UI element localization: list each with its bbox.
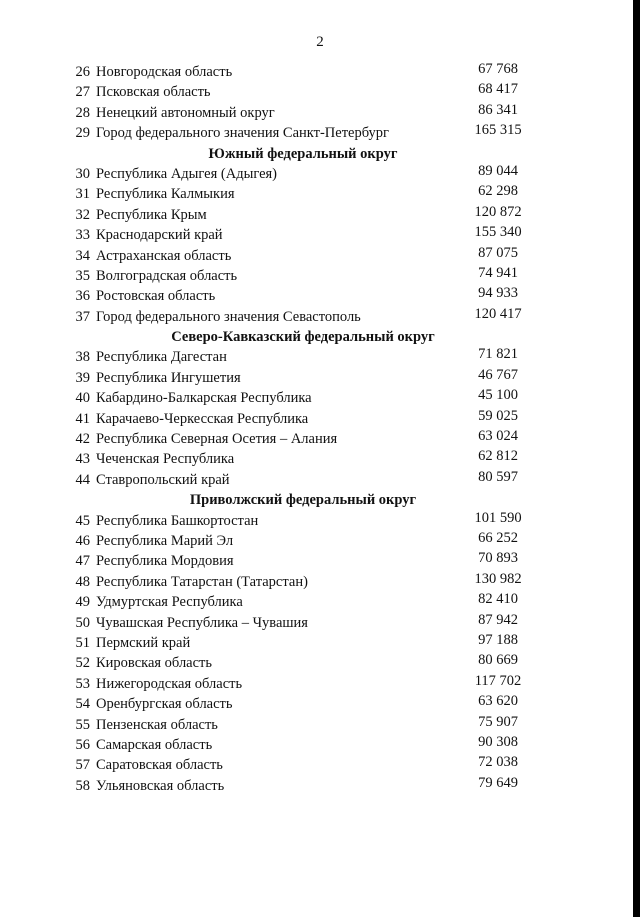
page-number: 2 xyxy=(316,34,324,50)
row-number: 28 xyxy=(75,104,90,121)
region-value: 70 893 xyxy=(478,550,518,567)
row-number: 56 xyxy=(75,736,90,753)
row-number: 40 xyxy=(75,390,90,407)
region-value: 87 075 xyxy=(478,244,518,261)
row-number: 48 xyxy=(75,573,90,590)
region-name: Новгородская область xyxy=(96,64,233,80)
region-value: 80 669 xyxy=(478,652,518,669)
region-value: 62 812 xyxy=(478,448,518,465)
region-value: 90 308 xyxy=(478,733,518,750)
table-row xyxy=(68,470,538,490)
region-name: Пермский край xyxy=(96,634,191,651)
row-number: 47 xyxy=(75,553,90,570)
region-name: Ставропольский край xyxy=(96,471,230,488)
row-number: 38 xyxy=(75,349,90,366)
region-value: 75 907 xyxy=(478,713,518,730)
region-name: Волгоградская область xyxy=(96,267,238,284)
row-number: 53 xyxy=(75,675,90,692)
region-value: 79 649 xyxy=(478,774,518,791)
region-value: 82 410 xyxy=(478,591,518,608)
region-value: 68 417 xyxy=(478,81,518,98)
row-number: 58 xyxy=(75,777,90,794)
region-name: Чеченская Республика xyxy=(96,451,235,468)
region-value: 59 025 xyxy=(478,407,518,424)
region-name: Республика Крым xyxy=(96,206,207,223)
row-number: 33 xyxy=(75,227,90,244)
row-number: 29 xyxy=(75,125,90,142)
region-name: Псковская область xyxy=(96,84,211,101)
region-name: Удмуртская Республика xyxy=(96,594,243,611)
row-number: 35 xyxy=(75,267,90,284)
region-name: Город федерального значения Севастополь xyxy=(96,308,361,325)
region-name: Республика Калмыкия xyxy=(96,186,235,203)
row-number: 31 xyxy=(75,186,90,203)
region-value: 120 417 xyxy=(474,305,522,322)
row-number: 49 xyxy=(75,594,90,611)
region-value: 80 597 xyxy=(478,468,518,485)
region-name: Астраханская область xyxy=(96,247,232,264)
region-value: 89 044 xyxy=(478,162,518,179)
region-value: 71 821 xyxy=(478,346,518,363)
region-name: Республика Дагестан xyxy=(96,349,227,366)
row-number: 36 xyxy=(75,288,90,305)
row-number: 52 xyxy=(75,655,90,672)
region-name: Республика Северная Осетия – Алания xyxy=(96,431,338,448)
row-number: 46 xyxy=(75,532,90,549)
table-row xyxy=(68,123,538,143)
region-name: Республика Татарстан (Татарстан) xyxy=(96,573,308,590)
row-number: 43 xyxy=(75,451,90,468)
row-number: 45 xyxy=(75,512,90,529)
region-name: Саратовская область xyxy=(96,757,223,774)
region-name: Ненецкий автономный округ xyxy=(96,104,275,121)
region-name: Республика Башкортостан xyxy=(96,512,259,529)
region-name: Кабардино-Балкарская Республика xyxy=(96,390,312,407)
region-value: 94 933 xyxy=(478,285,518,302)
row-number: 30 xyxy=(75,165,90,182)
region-value: 46 767 xyxy=(478,366,518,383)
row-number: 41 xyxy=(75,410,90,427)
region-value: 67 768 xyxy=(478,61,518,77)
region-table xyxy=(68,62,538,796)
row-number: 54 xyxy=(75,696,90,713)
section-heading: Южный федеральный округ xyxy=(208,145,398,162)
region-name: Карачаево-Черкесская Республика xyxy=(96,410,309,427)
region-value: 101 590 xyxy=(474,509,522,526)
region-name: Республика Марий Эл xyxy=(96,532,234,549)
region-name: Пензенская область xyxy=(96,716,218,733)
row-number: 27 xyxy=(75,84,90,101)
row-number: 51 xyxy=(75,634,90,651)
region-name: Республика Ингушетия xyxy=(96,369,241,386)
row-number: 44 xyxy=(75,471,90,488)
section-heading: Приволжский федеральный округ xyxy=(189,492,417,509)
region-value: 97 188 xyxy=(478,631,518,648)
region-value: 62 298 xyxy=(478,183,518,200)
region-value: 72 038 xyxy=(478,754,518,771)
region-name: Краснодарский край xyxy=(96,227,223,244)
row-number: 39 xyxy=(75,369,90,386)
row-number: 26 xyxy=(75,64,90,80)
region-name: Ульяновская область xyxy=(96,777,225,794)
region-value: 117 702 xyxy=(474,672,522,689)
row-number: 55 xyxy=(75,716,90,733)
section-heading: Северо-Кавказский федеральный округ xyxy=(171,329,435,346)
region-name: Город федерального значения Санкт-Петербург xyxy=(96,125,390,142)
region-value: 87 942 xyxy=(478,611,518,628)
region-value: 155 340 xyxy=(474,224,522,241)
region-value: 130 982 xyxy=(474,570,522,587)
region-value: 66 252 xyxy=(478,529,518,546)
region-value: 63 620 xyxy=(478,693,518,710)
region-name: Оренбургская область xyxy=(96,696,233,713)
region-value: 45 100 xyxy=(478,387,518,404)
table-row xyxy=(68,307,538,327)
region-name: Республика Адыгея (Адыгея) xyxy=(96,165,278,182)
table-row xyxy=(68,776,538,796)
row-number: 37 xyxy=(75,308,90,325)
region-name: Самарская область xyxy=(96,736,213,753)
region-value: 165 315 xyxy=(474,122,522,139)
region-name: Ростовская область xyxy=(96,288,216,305)
scan-edge-border xyxy=(633,0,640,917)
region-value: 74 941 xyxy=(478,264,518,281)
row-number: 34 xyxy=(75,247,90,264)
row-number: 50 xyxy=(75,614,90,631)
region-name: Нижегородская область xyxy=(96,675,243,692)
row-number: 57 xyxy=(75,757,90,774)
region-value: 63 024 xyxy=(478,428,518,445)
row-number: 42 xyxy=(75,431,90,448)
region-name: Кировская область xyxy=(96,655,213,672)
region-name: Республика Мордовия xyxy=(96,553,234,570)
region-name: Чувашская Республика – Чувашия xyxy=(96,614,308,631)
region-value: 86 341 xyxy=(478,101,518,118)
row-number: 32 xyxy=(75,206,90,223)
region-value: 120 872 xyxy=(474,203,522,220)
